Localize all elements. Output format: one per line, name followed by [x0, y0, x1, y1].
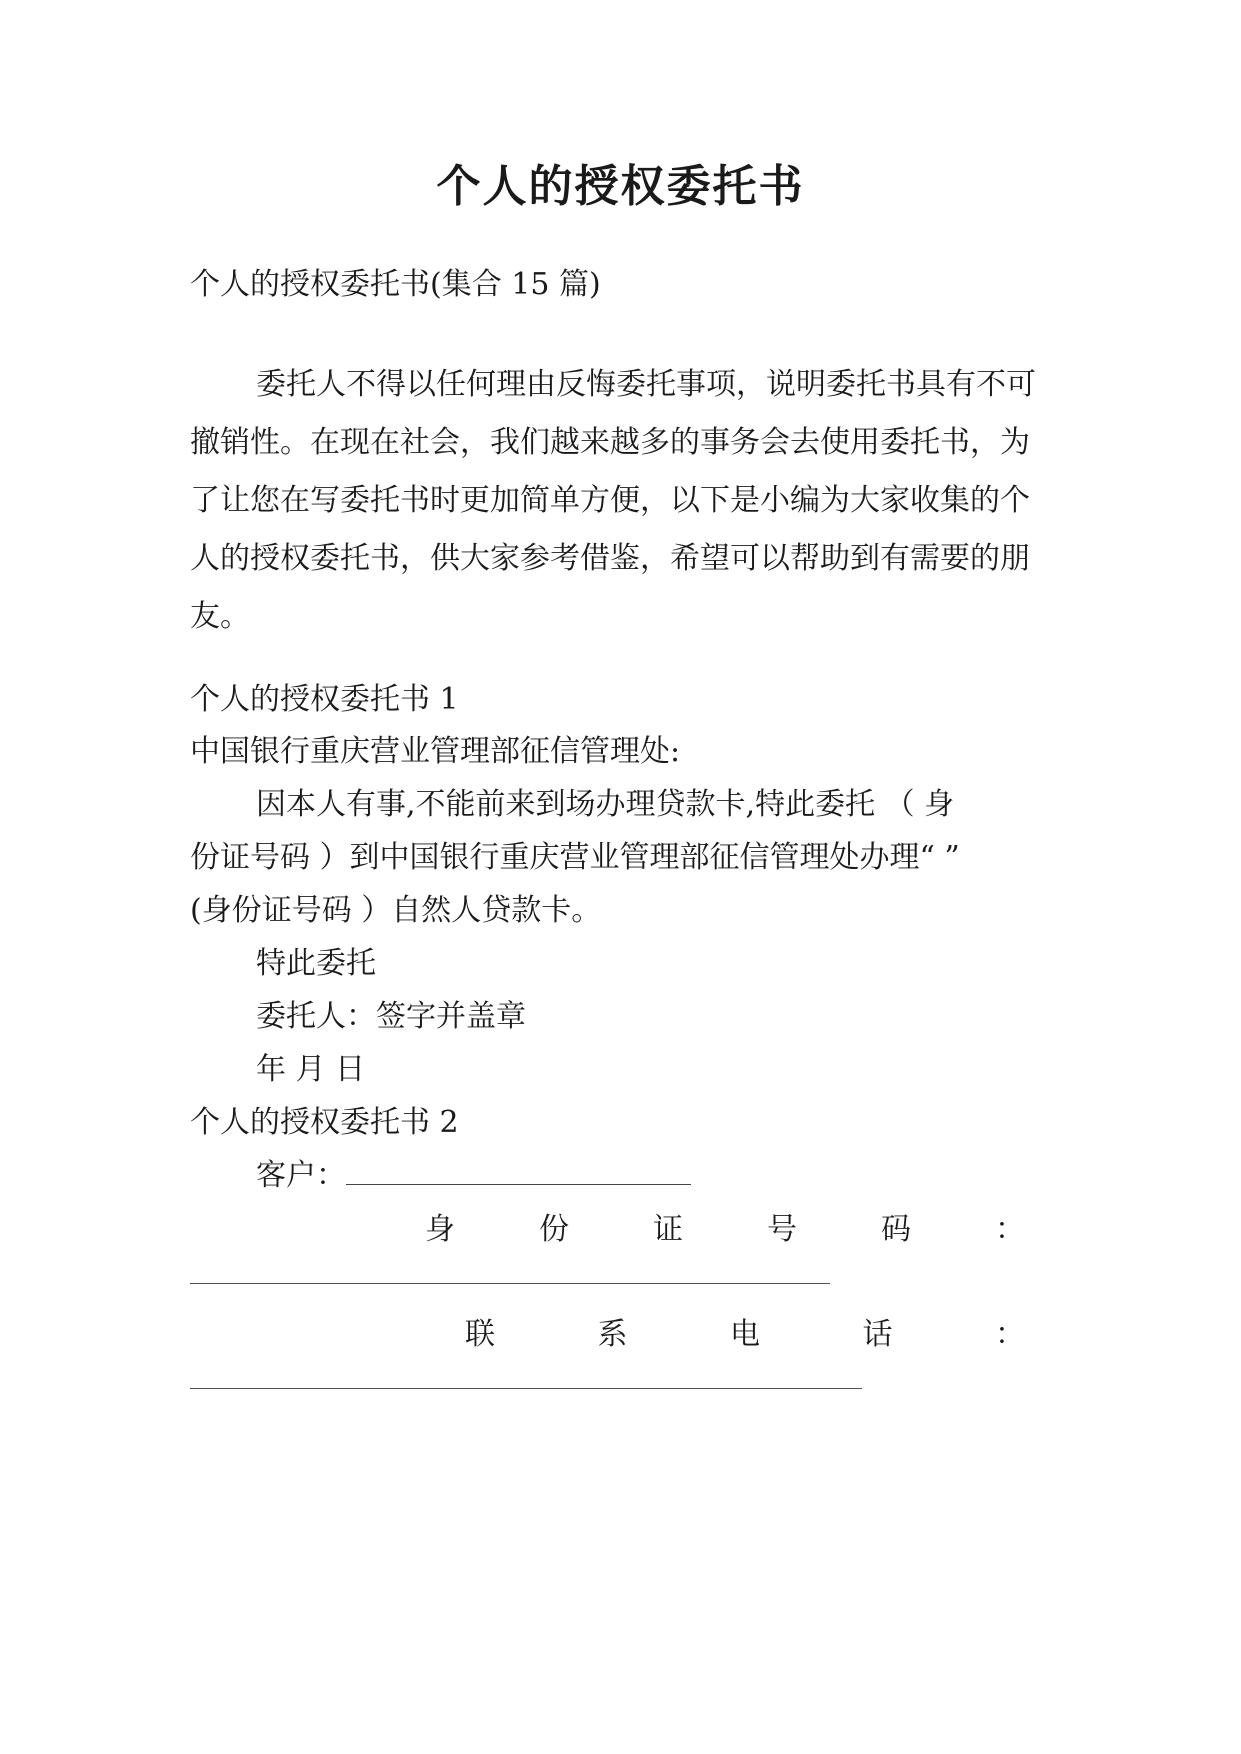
id-label-char: 份 [539, 1212, 569, 1247]
document-title: 个人的授权委托书 [436, 161, 805, 212]
letter-date: 年 月 日 [256, 1052, 366, 1087]
document-subtitle: 个人的授权委托书(集合 15 篇) [190, 267, 601, 302]
id-label-char: ： [995, 1212, 1025, 1247]
phone-label-char: 电 [730, 1317, 760, 1352]
id-label-char: 码 [881, 1212, 911, 1247]
id-number-blank-line [190, 1283, 830, 1284]
intro-text: 委托人不得以任何理由反悔委托事项，说明委托书具有不可撤销性。在现在社会，我们越来越多的事务会去使用委托书，为了让您在写委托书时更加简单方便，以下是小编为大家收集的个人的授权委托书，供大家参考借鉴，希望可以帮助到有需要的朋友。 [190, 367, 1036, 634]
phone-blank-line [190, 1388, 862, 1389]
phone-label-char: 联 [465, 1317, 495, 1352]
letter-recipient: 中国银行重庆营业管理部征信管理处: [190, 734, 681, 769]
letter-body-line-2: 份证号码 ）到中国银行重庆营业管理部征信管理处办理“ ” [190, 840, 960, 875]
letter-body-line-3: (身份证号码 ）自然人贷款卡。 [190, 893, 602, 928]
id-label-char: 身 [425, 1212, 455, 1247]
letter-signer: 委托人：签字并盖章 [256, 999, 526, 1034]
phone-label-char: 系 [597, 1317, 628, 1352]
letter-closing: 特此委托 [256, 946, 376, 981]
letter-body-line-1: 因本人有事,不能前来到场办理贷款卡,特此委托 （ 身 [256, 787, 955, 822]
phone-label [465, 1315, 1025, 1355]
client-label: 客户： [256, 1158, 346, 1193]
phone-label-char: ： [995, 1317, 1025, 1352]
id-label-char: 号 [767, 1212, 797, 1247]
phone-label-char: 话 [862, 1317, 893, 1352]
client-blank-line [346, 1182, 691, 1185]
id-number-label [425, 1210, 1025, 1250]
section-1-heading: 个人的授权委托书 1 [190, 682, 459, 717]
id-label-char: 证 [653, 1212, 683, 1247]
section-2-heading: 个人的授权委托书 2 [190, 1105, 459, 1140]
client-field [256, 1156, 691, 1196]
intro-paragraph [190, 356, 1052, 646]
